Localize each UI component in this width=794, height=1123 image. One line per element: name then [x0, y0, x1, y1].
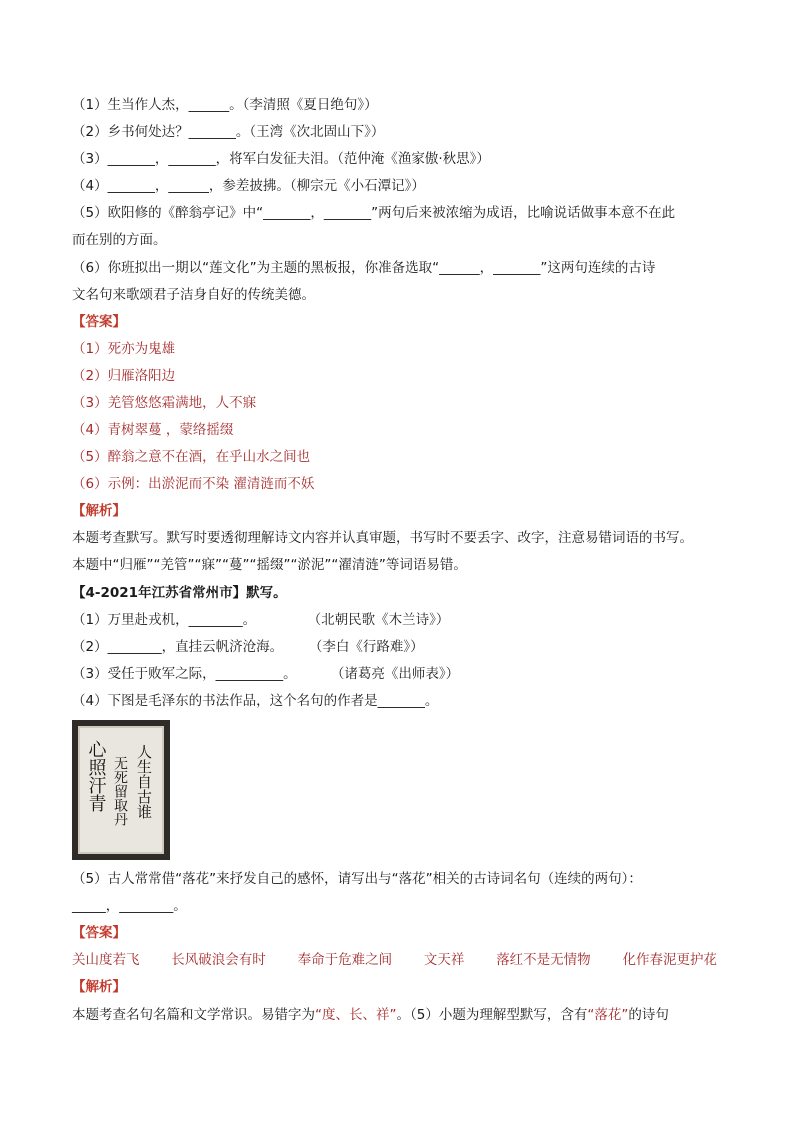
answers-row: [72, 951, 732, 969]
calligraphy-strokes: [78, 726, 164, 854]
answer-line: （2）归雁洛阳边: [72, 368, 176, 384]
answer-line: （1）死亦为鬼雄: [72, 341, 176, 357]
calligraphy-col-1: 人生自古谁: [135, 744, 153, 819]
analysis-line: [72, 1006, 732, 1024]
question-line: 而在别的方面。: [72, 232, 167, 248]
answer-header: 【答案】: [72, 925, 126, 941]
calligraphy-col-3: 心照汗青: [85, 740, 107, 812]
question-line: （5）欧阳修的《醉翁亭记》中“_______，_______”两句后来被浓缩为成语，比喻说话做事本意不在此: [72, 205, 676, 221]
question-line: （1）万里赴戎机，________。 （北朝民歌《木兰诗》）: [72, 612, 450, 628]
analysis-highlight: “度、长、祥”: [315, 1007, 397, 1023]
analysis-header: 【解析】: [72, 503, 126, 519]
answer-item: 落红不是无情物: [496, 952, 591, 968]
question-line: _____，________。: [72, 898, 187, 914]
question-line: （3）受任于败军之际，__________。 （诸葛亮《出师表》）: [72, 666, 460, 682]
analysis-header: 【解析】: [72, 979, 126, 995]
question-line: （5）古人常常借“落花”来抒发自己的感怀，请写出与“落花”相关的古诗词名句（连续的两句）：: [72, 871, 642, 887]
question-line: （2）________，直挂云帆济沧海。 （李白《行路难》）: [72, 639, 424, 655]
question-line: （2）乡书何处达？_______。（王湾《次北固山下》）: [72, 124, 385, 140]
question-line: （4）下图是毛泽东的书法作品，这个名句的作者是_______。: [72, 693, 439, 709]
analysis-highlight: “落花”: [587, 1007, 629, 1023]
analysis-line: 本题考查默写。默写时要透彻理解诗文内容并认真审题，书写时不要丢字、改字，注意易错词语的书写。: [72, 530, 693, 546]
answer-item: 关山度若飞: [72, 952, 140, 968]
answer-item: 化作春泥更护花: [622, 952, 717, 968]
section-title: 【4-2021年江苏省常州市】默写。: [72, 585, 287, 601]
answer-line: （4）青树翠蔓 ，蒙络摇缀: [72, 422, 234, 438]
calligraphy-image: [72, 720, 170, 860]
question-line: （3）_______，_______，将军白发征夫泪。（范仲淹《渔家傲·秋思》）: [72, 151, 490, 167]
answer-header: 【答案】: [72, 314, 126, 330]
answer-item: 长风破浪会有时: [171, 952, 266, 968]
answer-item: 文天祥: [423, 952, 465, 968]
question-line: 文名句来歌颂君子洁身自好的传统美德。: [72, 287, 315, 303]
answer-line: （3）羌管悠悠霜满地，人不寐: [72, 395, 257, 411]
calligraphy-paper: [78, 726, 164, 854]
question-line: （1）生当作人杰，______。（李清照《夏日绝句》）: [72, 97, 378, 113]
analysis-text: 本题考查名句名篇和文学常识。易错字为: [72, 1007, 315, 1023]
analysis-text: 。（5）小题为理解型默写，含有: [396, 1007, 588, 1023]
answer-line: （6）示例：出淤泥而不染 濯清涟而不妖: [72, 476, 315, 492]
answer-item: 奉命于危难之间: [297, 952, 393, 968]
calligraphy-col-2: 无死留取丹: [112, 756, 128, 826]
analysis-line: 本题中“归雁”“羌管”“寐”“蔓”“摇缀”“淤泥”“濯清涟”等词语易错。: [72, 557, 467, 573]
answer-line: （5）醉翁之意不在酒，在乎山水之间也: [72, 449, 311, 465]
question-line: （4）_______，______，参差披拂。（柳宗元《小石潭记》）: [72, 178, 425, 194]
analysis-text: 的诗句: [628, 1007, 669, 1023]
question-line: （6）你班拟出一期以“莲文化”为主题的黑板报，你准备选取“______，_______”这两句连续的古诗: [72, 260, 656, 276]
